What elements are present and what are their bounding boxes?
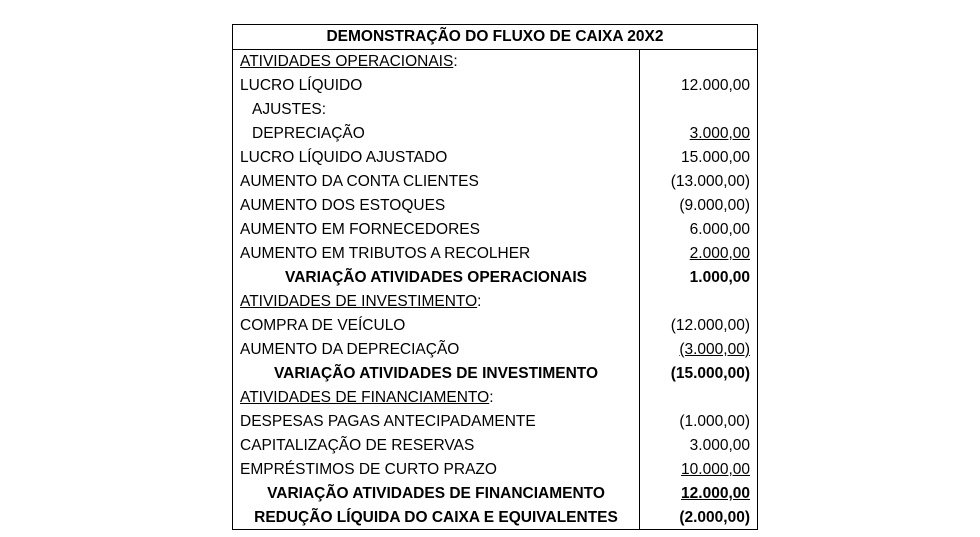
- subtotal-value: (15.000,00): [670, 365, 750, 382]
- section-heading-financiamento: ATIVIDADES DE FINANCIAMENTO:: [240, 389, 494, 406]
- subtotal-value: 12.000,00: [681, 485, 750, 502]
- row-value: (3.000,00): [679, 341, 750, 358]
- row-value: (13.000,00): [670, 173, 750, 190]
- row-value: 15.000,00: [681, 149, 750, 166]
- row-value: 10.000,00: [681, 461, 750, 478]
- table-row: [233, 314, 757, 338]
- row-label: LUCRO LÍQUIDO AJUSTADO: [240, 149, 448, 166]
- total-row: [233, 506, 757, 530]
- table-row: [233, 98, 757, 122]
- row-label: AUMENTO EM FORNECEDORES: [240, 221, 480, 238]
- table-row: [233, 218, 757, 242]
- row-label: AJUSTES:: [252, 101, 327, 118]
- subtotal-label: VARIAÇÃO ATIVIDADES DE INVESTIMENTO: [273, 365, 599, 382]
- subtotal-value: 1.000,00: [689, 269, 750, 286]
- row-label: COMPRA DE VEÍCULO: [240, 317, 406, 334]
- table-row: [233, 338, 757, 362]
- row-value: 6.000,00: [689, 221, 750, 238]
- row-label: LUCRO LÍQUIDO: [240, 77, 363, 94]
- row-label: AUMENTO DOS ESTOQUES: [240, 197, 446, 214]
- table-row: [233, 146, 757, 170]
- subtotal-row: [233, 266, 757, 290]
- total-value: (2.000,00): [679, 509, 750, 526]
- section-heading-operacionais: ATIVIDADES OPERACIONAIS:: [240, 53, 458, 70]
- row-label: CAPITALIZAÇÃO DE RESERVAS: [240, 437, 475, 454]
- cash-flow-statement: [232, 24, 758, 530]
- table-row: [233, 242, 757, 266]
- total-label: REDUÇÃO LÍQUIDA DO CAIXA E EQUIVALENTES: [254, 509, 618, 526]
- row-value: (9.000,00): [679, 197, 750, 214]
- row-label: AUMENTO DA DEPRECIAÇÃO: [240, 341, 460, 358]
- row-value: 12.000,00: [681, 77, 750, 94]
- table-row: [233, 410, 757, 434]
- heading-text: ATIVIDADES OPERACIONAIS: [240, 53, 454, 70]
- row-value: 3.000,00: [689, 437, 750, 454]
- row-label: AUMENTO EM TRIBUTOS A RECOLHER: [240, 245, 531, 262]
- row-value: (1.000,00): [679, 413, 750, 430]
- heading-text: ATIVIDADES DE FINANCIAMENTO: [240, 389, 490, 406]
- table-row: [233, 434, 757, 458]
- table-row: [233, 122, 757, 146]
- subtotal-row: [233, 362, 757, 386]
- table-row: [233, 74, 757, 98]
- row-label: EMPRÉSTIMOS DE CURTO PRAZO: [240, 461, 497, 478]
- statement-title: DEMONSTRAÇÃO DO FLUXO DE CAIXA 20X2: [233, 25, 757, 50]
- row-value: 2.000,00: [689, 245, 750, 262]
- row-label: AUMENTO DA CONTA CLIENTES: [240, 173, 479, 190]
- row-label: DESPESAS PAGAS ANTECIPADAMENTE: [240, 413, 536, 430]
- table-row: [233, 194, 757, 218]
- section-heading-investimento: ATIVIDADES DE INVESTIMENTO:: [240, 293, 482, 310]
- heading-text: ATIVIDADES DE INVESTIMENTO: [240, 293, 478, 310]
- subtotal-label: VARIAÇÃO ATIVIDADES DE FINANCIAMENTO: [267, 485, 605, 502]
- table-row: [233, 458, 757, 482]
- row-label: DEPRECIAÇÃO: [252, 125, 365, 142]
- subtotal-row: [233, 482, 757, 506]
- row-value: (12.000,00): [670, 317, 750, 334]
- row-value: 3.000,00: [689, 125, 750, 142]
- subtotal-label: VARIAÇÃO ATIVIDADES OPERACIONAIS: [285, 269, 587, 286]
- table-row: [233, 170, 757, 194]
